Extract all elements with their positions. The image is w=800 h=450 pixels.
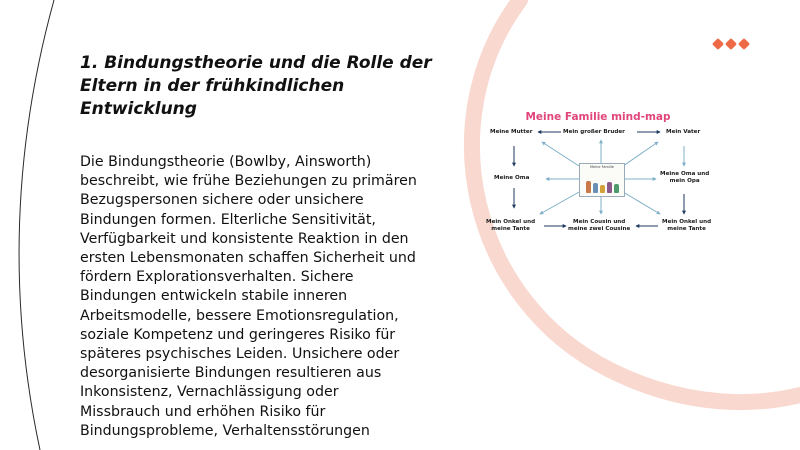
dot-ornament-icon (712, 38, 724, 50)
mindmap-center-label: Meine Familie (590, 165, 614, 169)
node-bruder: Mein großer Bruder (563, 129, 625, 135)
node-mutter: Meine Mutter (490, 129, 533, 135)
node-onkel-tante-left-line1: Mein Onkel und (486, 219, 536, 225)
node-oma-opa-line2: mein Opa (669, 178, 700, 184)
family-figure-icon (593, 183, 598, 193)
node-oma-opa-line1: Meine Oma und (660, 171, 710, 177)
dot-ornament-icon (738, 38, 750, 50)
mindmap-image (478, 108, 718, 240)
node-onkel-tante-left (486, 219, 535, 233)
node-oma-opa (660, 171, 709, 185)
node-cousin-line1: Mein Cousin und (573, 219, 626, 225)
family-figure-icon (607, 182, 612, 193)
dot-ornament-icon (725, 38, 737, 50)
node-onkel-tante-right (662, 219, 711, 233)
family-figure-icon (586, 181, 591, 193)
node-oma: Meine Oma (494, 175, 530, 181)
mindmap-title: Meine Familie mind-map (525, 111, 671, 123)
slide-title: 1. Bindungstheorie und die Rolle der Eltern in der frühkindlichen Entwicklung (80, 53, 432, 119)
mindmap-center-picture (579, 163, 625, 197)
node-onkel-tante-left-line2: meine Tante (491, 226, 530, 232)
node-onkel-tante-right-line2: meine Tante (667, 226, 706, 232)
node-cousin (568, 219, 630, 233)
node-cousin-line2: meine zwei Cousine (568, 226, 631, 232)
family-figure-icon (600, 185, 605, 193)
slide-body-text: Die Bindungstheorie (Bowlby, Ainsworth) beschreibt, wie frühe Beziehungen zu primären Bezugspersonen sichere oder unsichere Bindungen formen. Elterliche Sensitivität, Verfügbarkeit und konsistente Reaktion in den ersten Lebensmonaten schaffen Sicherheit und fördern Explorationsverhalten. Sichere Bindungen entwickeln stabile inneren Arbeitsmodelle, bessere Emotionsregulation, soziale Kompetenz und geringeres Risiko für späteres psychisches Leiden. Unsichere oder desorganisierte Bindungen resultieren aus Inkonsistenz, Vernachlässigung oder Missbrauch und erhöhen Risiko für Bindungsprobleme, Verhaltensstörungen (80, 154, 417, 439)
dot-ornament (713, 39, 749, 49)
left-arc-line (19, 0, 54, 450)
family-figure-icon (614, 184, 619, 193)
node-onkel-tante-right-line1: Mein Onkel und (662, 219, 712, 225)
node-vater: Mein Vater (666, 129, 701, 135)
